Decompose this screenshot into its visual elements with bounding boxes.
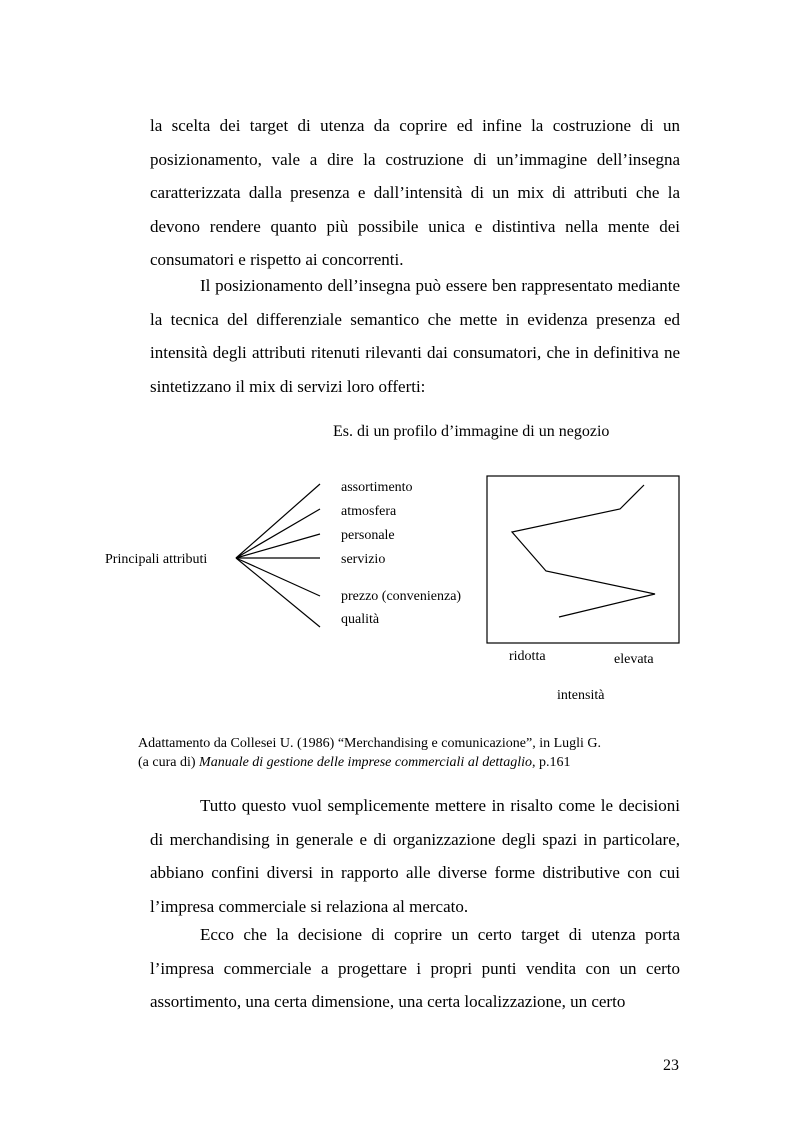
branch-line <box>236 509 320 558</box>
axis-title: intensità <box>557 688 605 703</box>
attribute-label: prezzo (convenienza) <box>341 589 462 604</box>
attribute-label: personale <box>341 528 395 543</box>
attribute-label: assortimento <box>341 480 413 495</box>
attribute-label: qualità <box>341 612 380 627</box>
branch-line <box>236 534 320 558</box>
profile-line <box>512 485 655 617</box>
paragraph-2: Il posizionamento dell’insegna può essere ben rappresentato mediante la tecnica del differenziale semantico che mette in evidenza presenza ed intensità degli attributi ritenuti rilevanti dai consumatori, che in definitiva ne sintetizzano il mix di servizi loro offerti: <box>150 276 680 396</box>
profile-box <box>487 476 679 643</box>
caption-line-2-prefix: (a cura di) <box>138 755 200 770</box>
branch-line <box>236 558 320 627</box>
branch-line <box>236 558 320 596</box>
axis-low-label: ridotta <box>509 649 546 664</box>
paragraph-1: la scelta dei target di utenza da coprire ed infine la costruzione di un posizionamento, vale a dire la costruzione di un’immagine dell’insegna caratterizzata dalla presenza e dall’intensità di un mix di attributi che la devono rendere quanto più possibile unica e distintiva nella mente dei consumatori e rispetto ai concorrenti. <box>150 116 680 269</box>
root-label: Principali attributi <box>105 552 208 567</box>
attribute-label: servizio <box>341 552 386 567</box>
axis-high-label: elevata <box>614 652 654 667</box>
figure-title: Es. di un profilo d’immagine di un negozio <box>333 423 610 440</box>
branch-line <box>236 484 320 558</box>
caption-line-1: Adattamento da Collesei U. (1986) “Merchandising e comunicazione”, in Lugli G. <box>138 736 602 751</box>
page-number: 23 <box>663 1057 679 1074</box>
attribute-label: atmosfera <box>341 504 397 519</box>
attribute-branches <box>236 484 320 627</box>
figure-caption <box>138 734 698 772</box>
caption-book-title: Manuale di gestione delle imprese commerciali al dettaglio <box>199 755 532 770</box>
paragraph-4: Ecco che la decisione di coprire un certo target di utenza porta l’impresa commerciale a progettare i propri punti vendita con un certo assortimento, una certa dimensione, una certa localizzazione, un certo <box>150 925 680 1011</box>
caption-line-2-suffix: , p.161 <box>531 755 571 770</box>
paragraph-3: Tutto questo vuol semplicemente mettere in risalto come le decisioni di merchandising in generale e di organizzazione degli spazi in particolare, abbiano confini diversi in rapporto alle diverse forme distributive con cui l’impresa commerciale si relaziona al mercato. <box>150 796 680 916</box>
